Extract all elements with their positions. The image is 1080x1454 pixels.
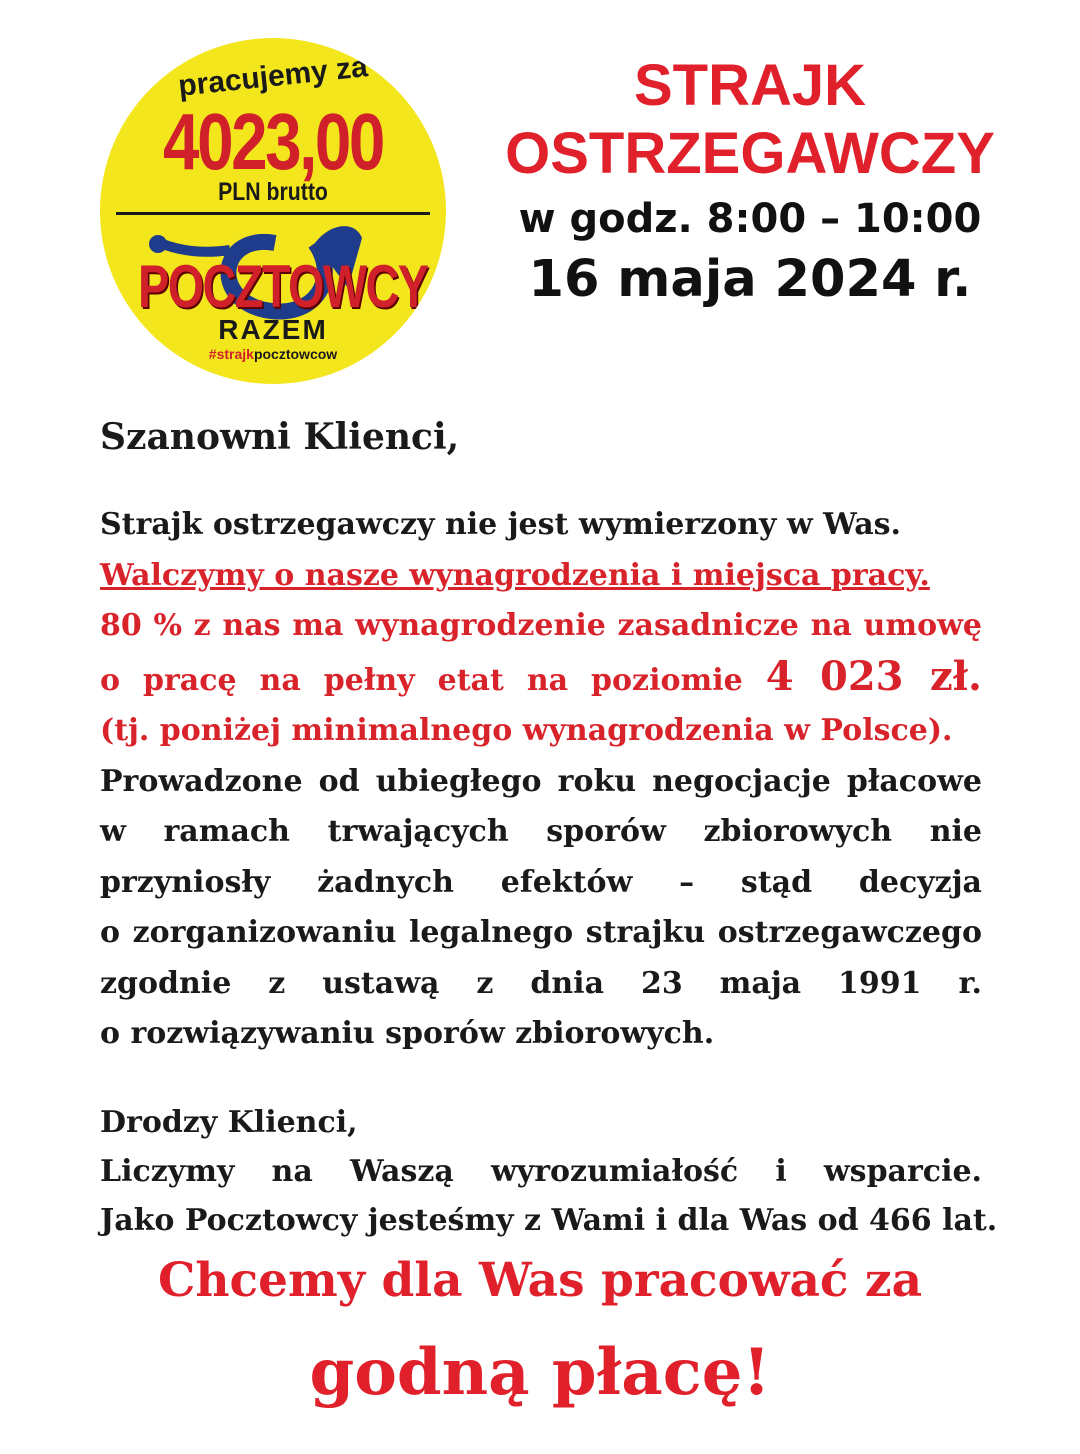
body-line: o zorganizowaniu legalnego strajku ostrzegawczego [100,915,982,950]
body-line: przyniosły żadnych efektów – stąd decyzja [100,864,982,900]
strike-title-line2: OSTRZEGAWCZY [505,121,995,186]
body-line-amount [100,652,982,707]
union-badge [100,38,446,384]
body-line: (tj. poniżej minimalnego wynagrodzenia w Polsce). [100,713,953,748]
slogan-line1: Chcemy dla Was pracować za [157,1253,923,1308]
strike-hours: w godz. 8:00 – 10:00 [518,196,982,242]
greeting: Szanowni Klienci, [100,416,460,458]
badge-divider [116,212,430,215]
body-line: zgodnie z ustawą z dnia 23 maja 1991 r. [100,965,982,1001]
strike-title-line1: STRAJK [633,53,867,118]
badge-hashtag [100,346,446,362]
body-line: o rozwiązywaniu sporów zbiorowych. [100,1016,715,1051]
closing-block [100,1098,998,1245]
badge-name: POCZTOWCY [138,253,428,320]
closing-line: Liczymy na Waszą wyrozumiałość i wsparcie. [100,1154,982,1189]
strike-header [470,52,1030,309]
badge-subname: RAZEM [218,314,328,345]
body-line: w ramach trwających sporów zbiorowych nie [100,814,982,849]
body-line-text: o pracę na pełny etat na poziomie [100,662,743,698]
closing-greeting: Drodzy Klienci, [100,1105,358,1140]
strike-date: 16 maja 2024 r. [528,250,972,309]
body-line: 80 % z nas ma wynagrodzenie zasadnicze na umowę [100,608,982,643]
badge-top-text: pracujemy za [176,50,370,103]
hashtag-suffix: pocztowcow [253,346,338,362]
hashtag-prefix: #strajk [208,346,254,362]
letter-body [100,500,982,1060]
badge-amount: 4023,00 [163,97,383,186]
body-line: Strajk ostrzegawczy nie jest wymierzony w Was. [100,507,901,542]
salary-amount: 4 023 zł. [765,652,982,700]
closing-line: Jako Pocztowcy jesteśmy z Wami i dla Was od 466 lat. [100,1203,998,1238]
body-line: Prowadzone od ubiegłego roku negocjacje płacowe [100,763,982,799]
slogan-line2: godną płacę! [309,1335,771,1410]
badge-unit: PLN brutto [218,178,328,206]
body-line-highlight: Walczymy o nasze wynagrodzenia i miejsca pracy. [100,557,930,593]
